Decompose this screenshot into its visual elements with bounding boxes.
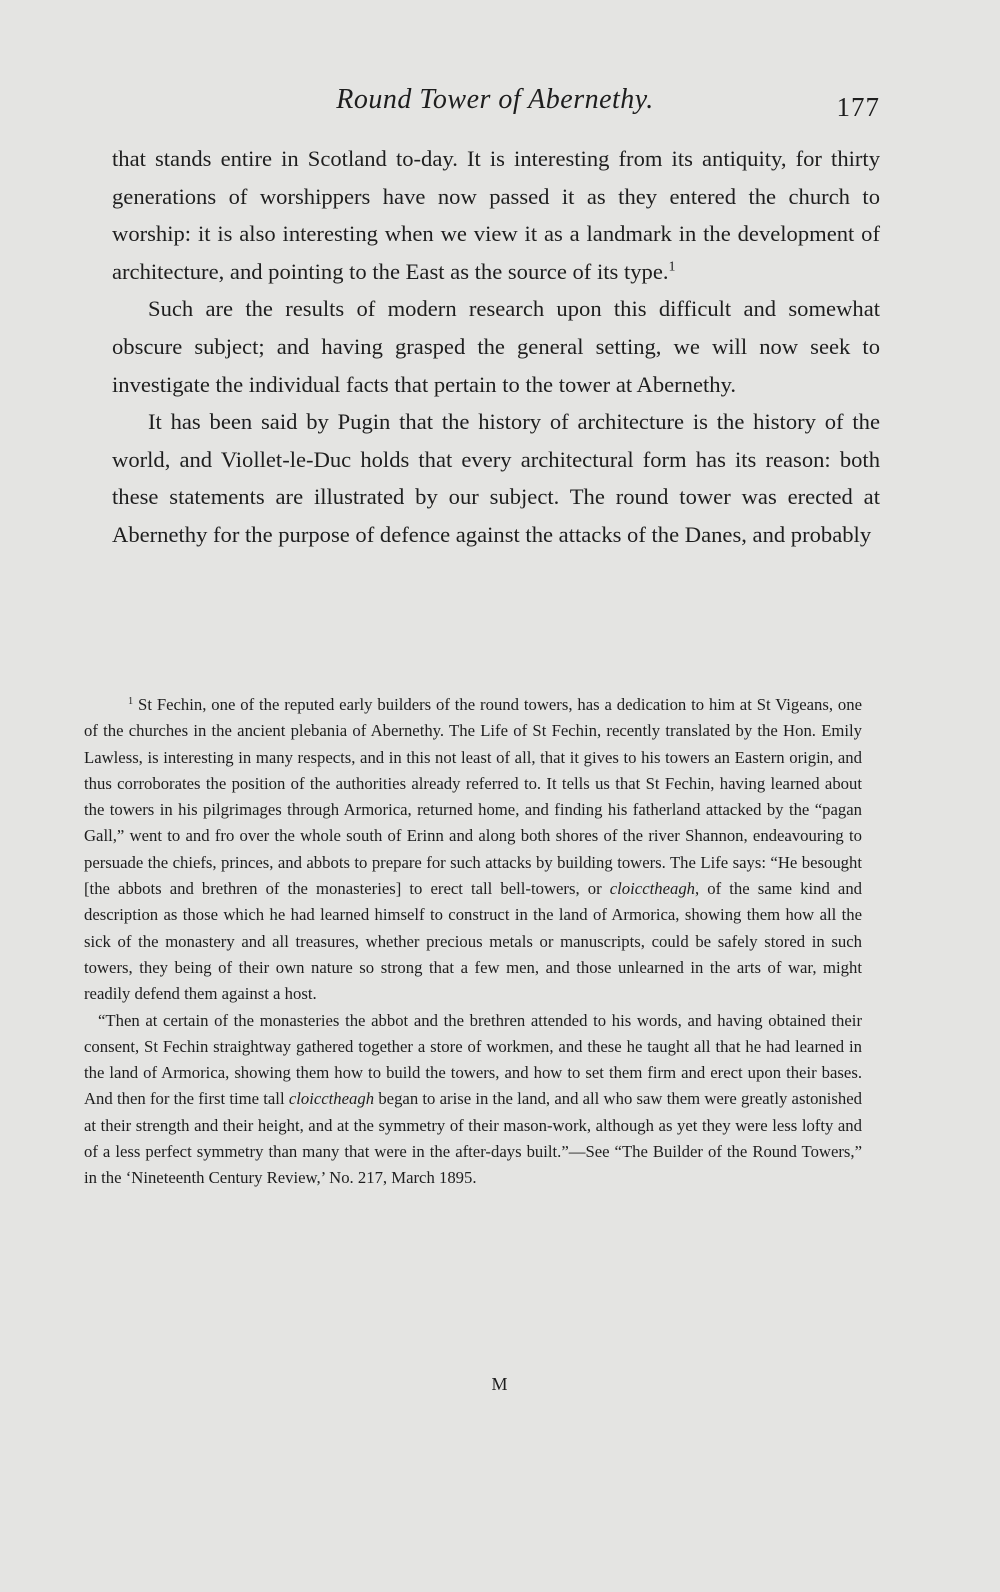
- paragraph-1-text: that stands entire in Scotland to-day. It is interesting from its antiquity, for thirty generations of worshippers have now passed it as they entered the church to worship: it is also interesting when we view it as a landmark in the development of architecture, and pointing to the East as the source of its type.: [112, 146, 880, 284]
- footnote-text-4: began to arise in the land, and all who saw them were greatly astonished at their strength and their height, and at the symmetry of their mason-work, although as yet they were less lofty and of a less perfect symmetry than many that were in the after-days built.”—See “The Builder of the Round Towers,” in the ‘Nineteenth Century Review,’ No. 217, March 1895.: [84, 1089, 862, 1188]
- page-number: 177: [836, 92, 880, 122]
- footnote: [84, 692, 862, 1192]
- footnote-paragraph-2: [84, 1008, 862, 1192]
- footnote-term-2: cloicctheagh: [288, 1089, 375, 1109]
- footnote-reference: 1: [668, 259, 676, 275]
- signature-mark: M: [491, 1374, 509, 1394]
- page-header: [110, 84, 880, 124]
- footnote-text-1: St Fechin, one of the reputed early builders of the round towers, has a dedication to him at St Vigeans, one of the churches in the ancient plebania of Abernethy. The Life of St Fechin, recently translated by the Hon. Emily Lawless, is interesting in many respects, and in this not least of all, that it gives to his towers an Eastern origin, and thus corroborates the position of the authorities already referred to. It tells us that St Fechin, having learned about the towers in his pilgrimages through Armorica, returned home, and finding his fatherland attacked by the “pagan Gall,” went to and fro over the whole south of Erinn and along both shores of the river Shannon, endeavouring to persuade the chiefs, princes, and abbots to prepare for such attacks by building towers. The Life says: “He besought [the abbots and brethren of the monasteries] to erect tall bell-towers, or: [84, 695, 863, 899]
- paragraph-2: Such are the results of modern research upon this difficult and somewhat obscure subject; and having grasped the general setting, we will now seek to investigate the individual facts that pertain to the tower at Abernethy.: [112, 296, 880, 397]
- footnote-marker: 1: [128, 695, 134, 707]
- main-text: [112, 140, 880, 554]
- footnote-text-3: “Then at certain of the monasteries the abbot and the brethren attended to his words, and having obtained their consent, St Fechin straightway gathered together a store of workmen, and these he taught all that he had learned in the land of Armorica, showing them how to build the towers, and how to set them firm and erect upon their bases. And then for the first time tall: [84, 1010, 862, 1109]
- paragraph-1: [112, 140, 880, 290]
- footnote-term-1: cloicctheagh: [609, 879, 696, 899]
- running-title: Round Tower of Abernethy.: [336, 84, 654, 115]
- footnote-paragraph-1: [84, 692, 862, 1008]
- paragraph-3: It has been said by Pugin that the history of architecture is the history of the world, and Viollet-le-Duc holds that every architectural form has its reason: both these statements are illustrated by our subject. The round tower was erected at Abernethy for the purpose of defence against the attacks of the Danes, and probably: [112, 409, 880, 547]
- footnote-text-2: , of the same kind and description as those which he had learned himself to construct in the land of Armorica, showing them how all the sick of the monastery and all treasures, whether precious metals or manuscripts, could be safely stored in such towers, they being of their own nature so strong that a few men, and those unlearned in the arts of war, might readily defend them against a host.: [84, 879, 863, 1004]
